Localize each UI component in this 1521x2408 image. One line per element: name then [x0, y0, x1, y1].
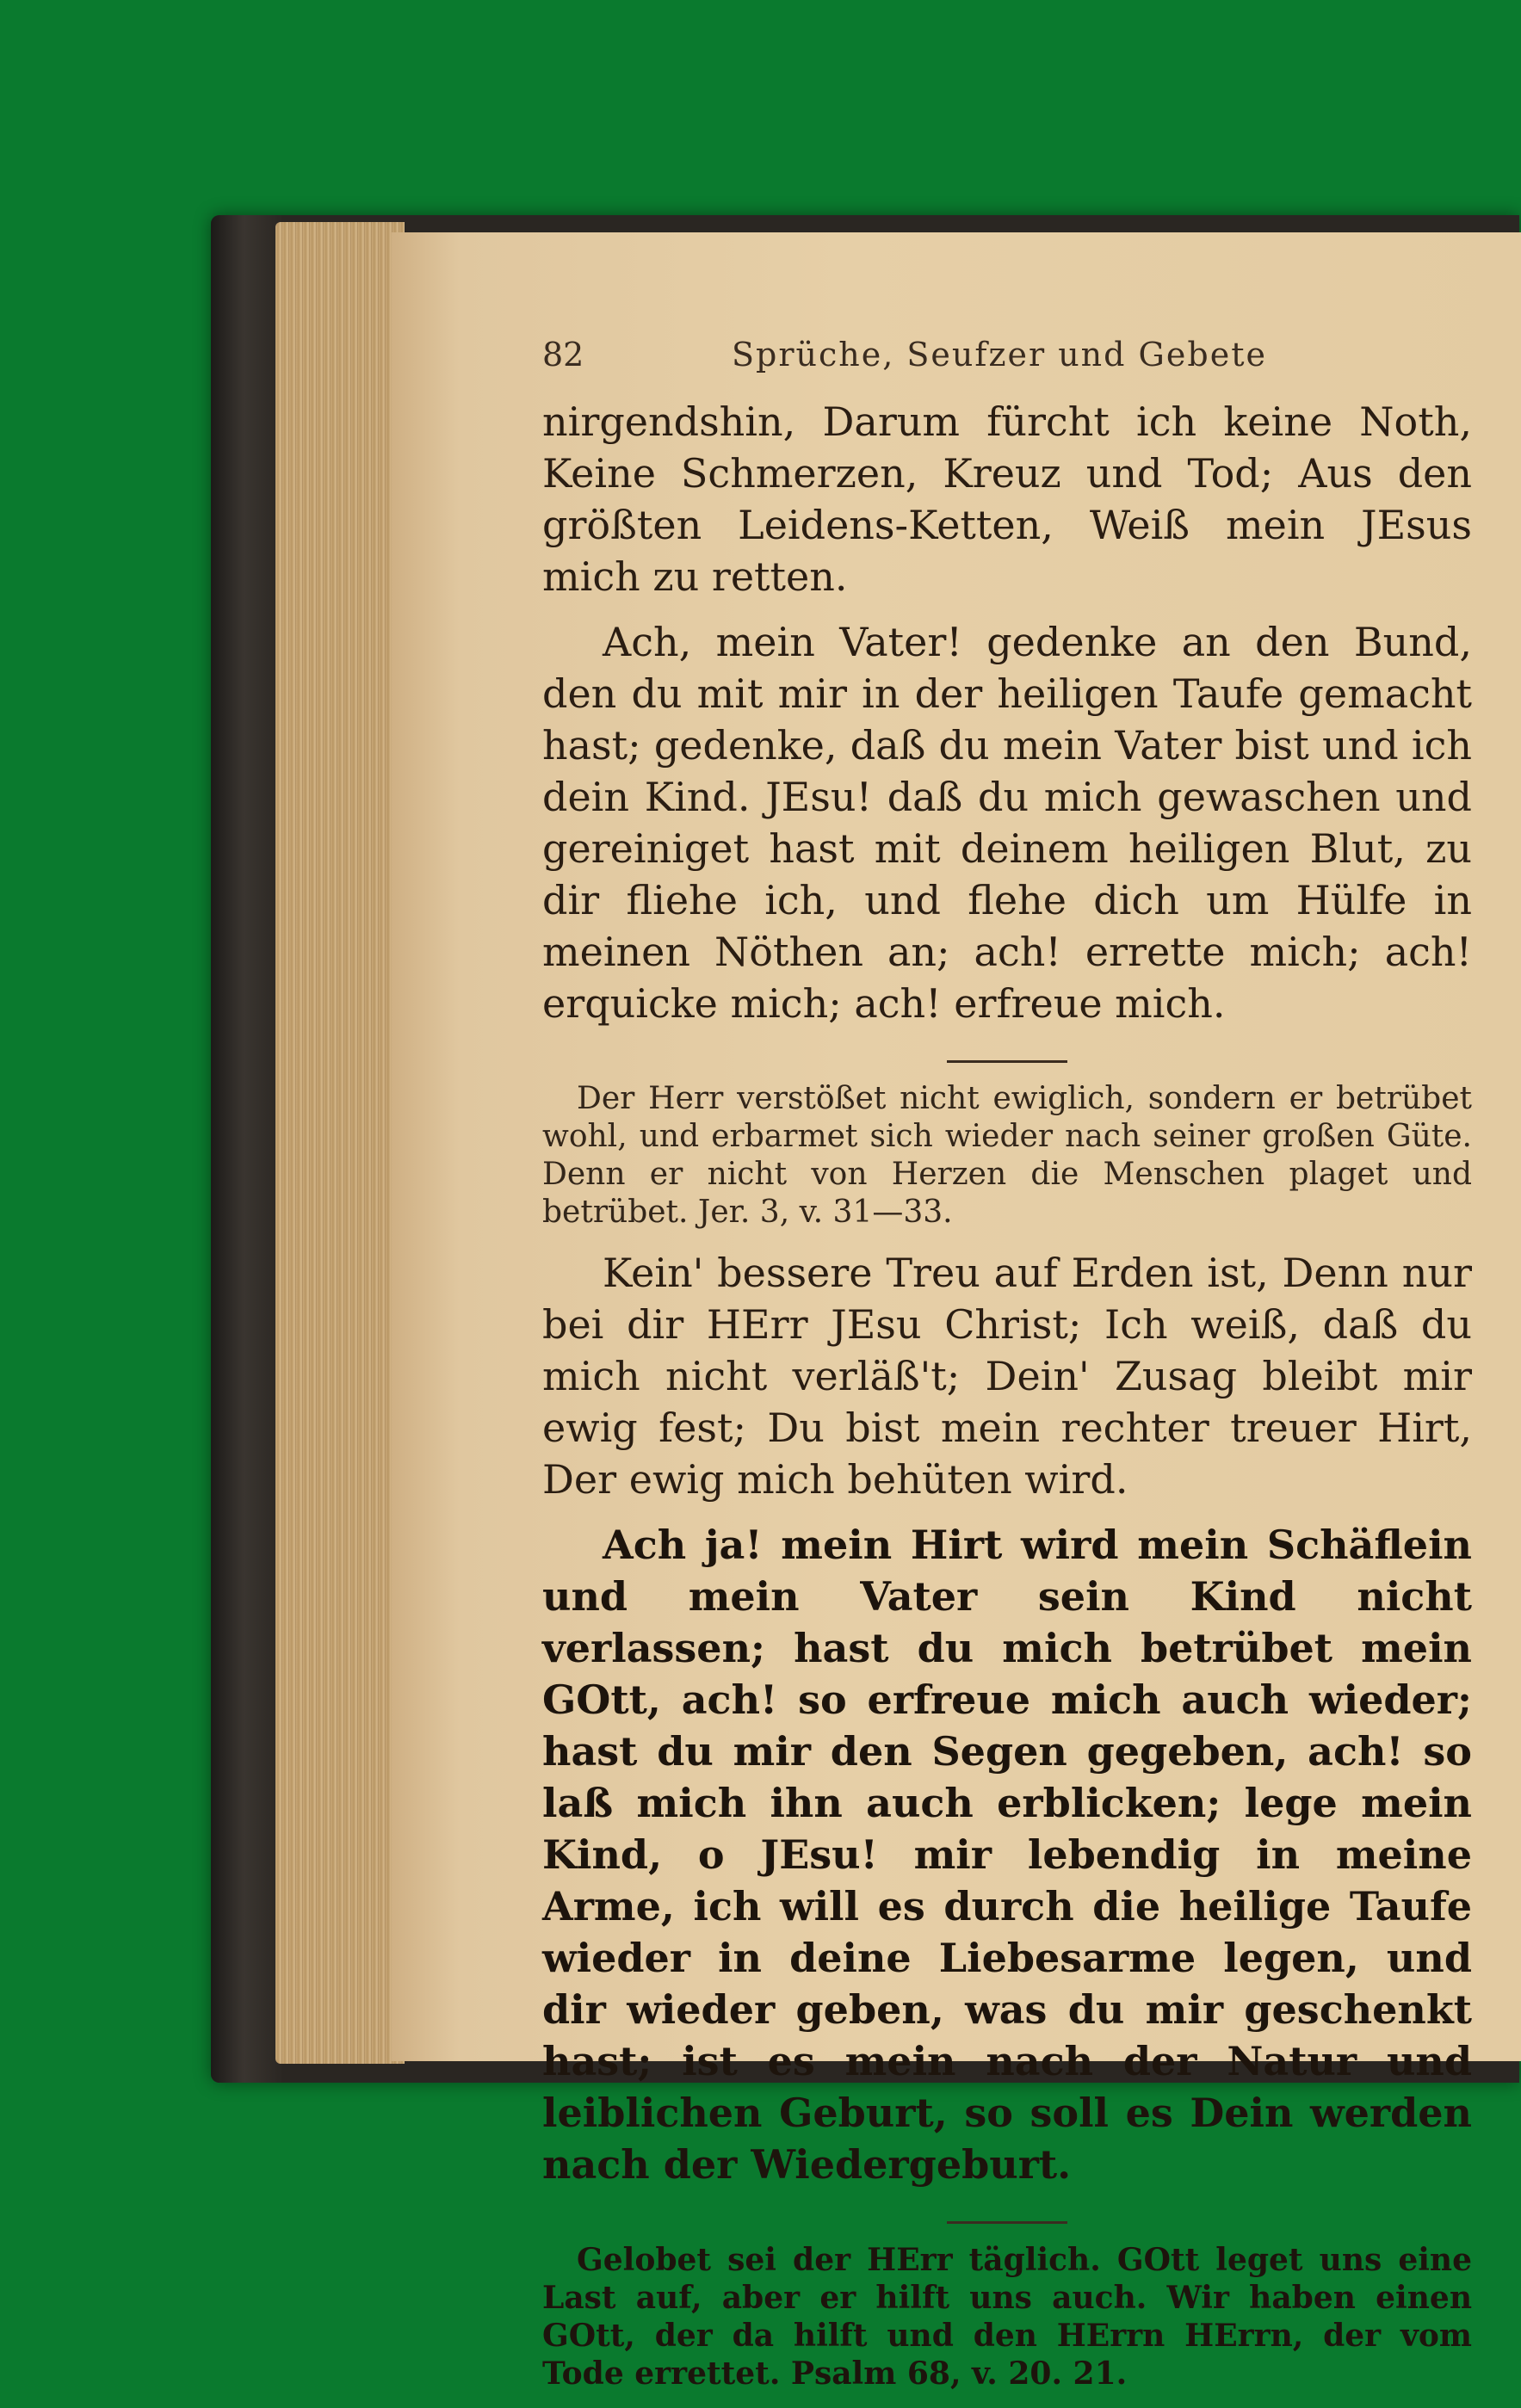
bible-verse-psalm: Gelobet sei der HErr täglich. GOtt leget uns eine Last auf, aber er hilft uns auch. Wir haben einen GOtt, der da hilft und den HErrn HErrn, der vom Tode errettet. Psalm 68, v. 20. 21. [542, 2242, 1472, 2392]
hymn-stanza: Kein' bessere Treu auf Erden ist, Denn nur bei dir HErr JEsu Christ; Ich weiß, daß du mich nicht verläß't; Dein' Zusag bleibt mir ewig fest; Du bist mein rechter treuer Hirt, Der ewig mich behüten wird. [542, 1250, 1472, 1503]
divider-rule-2 [947, 2221, 1067, 2224]
prayer-paragraph: Ach, mein Vater! gedenke an den Bund, den du mit mir in der heiligen Taufe gemacht hast; gedenke, daß du mein Vater bist und ich dein Kind. JEsu! daß du mich gewaschen und gereiniget hast mit deinem heiligen Blut, zu dir fliehe ich, und flehe dich um Hülfe in meinen Nöthen an; ach! errette mich; ach! erquicke mich; ach! erfreue mich. [542, 619, 1472, 1027]
hymn-stanza-continuation: nirgendshin, Darum fürcht ich keine Noth, Keine Schmerzen, Kreuz und Tod; Aus den größten Leidens-Ketten, Weiß mein JEsus mich zu retten. [542, 398, 1472, 600]
book-page [392, 232, 1521, 2392]
prayer-paragraph-bold: Ach ja! mein Hirt wird mein Schäflein und mein Vater sein Kind nicht verlassen; hast du mich betrübet mein GOtt, ach! so erfreue mich auch wieder; hast du mir den Segen gegeben, ach! so laß mich ihn auch erblicken; lege mein Kind, o JEsu! mir lebendig in meine Arme, ich will es durch die heilige Taufe wieder in deine Liebesarme legen, und dir wieder geben, was du mir geschenkt hast; ist es mein nach der Natur und leiblichen Geburt, so soll es Dein werden nach der Wiedergeburt. [542, 1522, 1472, 2188]
running-head: Sprüche, Seufzer und Gebete [732, 336, 1267, 374]
page-content [542, 336, 1472, 2408]
page-header [542, 336, 1472, 374]
page-number: 82 [542, 336, 584, 374]
book-spine [211, 215, 284, 2083]
divider-rule [947, 1060, 1067, 1063]
bible-verse-jeremiah: Der Herr verstößet nicht ewiglich, sondern er betrübet wohl, und erbarmet sich wieder nach seiner großen Güte. Denn er nicht von Herzen die Menschen plaget und betrübet. Jer. 3, v. 31—33. [542, 1081, 1472, 1230]
page-edges [275, 222, 405, 2064]
